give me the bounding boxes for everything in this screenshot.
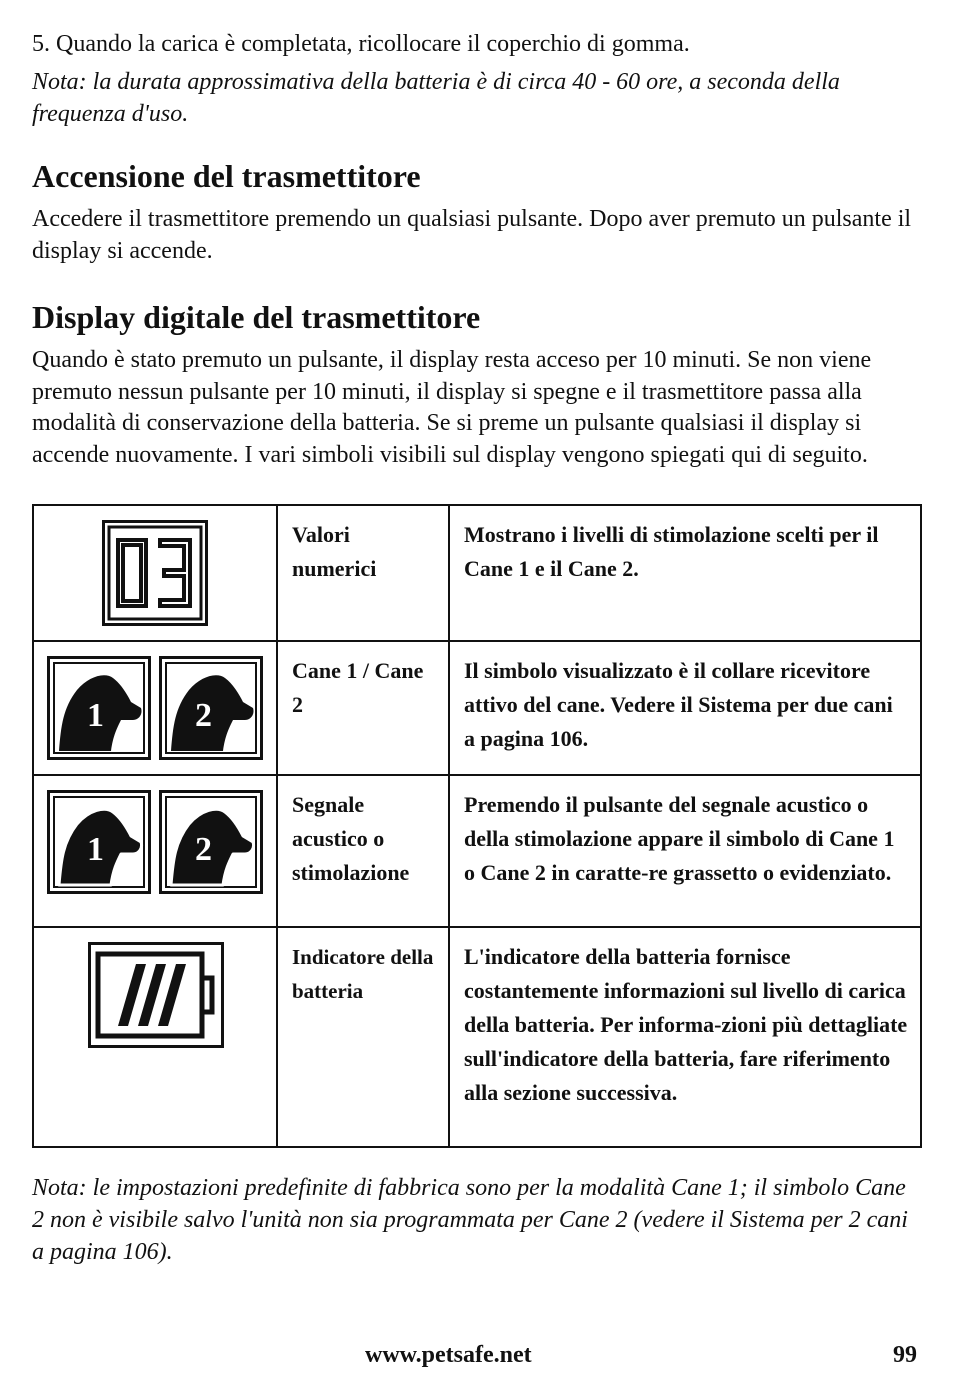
footer-url: www.petsafe.net — [365, 1342, 532, 1368]
table-cell-name — [277, 505, 449, 641]
table-cell-desc — [449, 505, 921, 641]
heading-accensione: Accensione del trasmettitore — [32, 158, 421, 194]
dog-head-bold-icon — [159, 790, 263, 894]
digital-number-icon — [102, 520, 208, 626]
table-cell-name — [277, 641, 449, 775]
page-content — [32, 28, 920, 471]
note-text: le impostazioni predefinite di fabbrica sono per la modalità Cane 1; il simbolo Cane 2 non è visibile salvo l'unità non sia programmata per Cane 2 (vedere il Sistema per 2 cani a pagina 106). — [32, 1175, 908, 1265]
dog-head-icon — [159, 656, 263, 760]
dog-2-number: 2 — [195, 697, 212, 734]
row-name: Cane 1 / Cane 2 — [292, 658, 424, 717]
table-cell-desc — [449, 641, 921, 775]
dog-head-bold-icon — [47, 790, 151, 894]
row-name: Segnale acustico o stimolazione — [292, 792, 410, 885]
table-cell-desc — [449, 927, 921, 1147]
symbols-table — [32, 504, 922, 1148]
row-name: Valori numerici — [292, 522, 377, 581]
table-row — [33, 641, 921, 775]
accensione-body: Accedere il trasmettitore premendo un qualsiasi pulsante. Dopo aver premuto un pulsante il display si accende. — [32, 206, 912, 264]
table-row — [33, 775, 921, 927]
row-desc: Il simbolo visualizzato è il collare ricevitore attivo del cane. Vedere il Sistema per due cani a pagina 106. — [464, 658, 893, 751]
note-label: Nota: — [32, 69, 87, 95]
row-name: Indicatore della batteria — [292, 945, 434, 1003]
table-row — [33, 505, 921, 641]
step-5-text: 5. Quando la carica è completata, ricollocare il coperchio di gomma. — [32, 31, 690, 57]
row-desc: Mostrano i livelli di stimolazione scelti per il Cane 1 e il Cane 2. — [464, 522, 879, 581]
note-label: Nota: — [32, 1175, 87, 1201]
heading-display: Display digitale del trasmettitore — [32, 299, 481, 335]
table-row — [33, 927, 921, 1147]
table-cell-name — [277, 927, 449, 1147]
dog-head-icon — [47, 656, 151, 760]
table-cell-name — [277, 775, 449, 927]
page-number: 99 — [893, 1342, 917, 1368]
factory-settings-note — [32, 1172, 920, 1268]
note-text: la durata approssimativa della batteria è di circa 40 - 60 ore, a seconda della frequenza d'uso. — [32, 69, 840, 127]
dog-2-number: 2 — [195, 831, 212, 868]
battery-note — [32, 66, 920, 130]
table-cell-desc — [449, 775, 921, 927]
table-cell-icon — [33, 775, 277, 927]
dog-1-number: 1 — [87, 697, 104, 734]
table-cell-icon — [33, 927, 277, 1147]
table-cell-icon — [33, 505, 277, 641]
dog-1-number: 1 — [87, 831, 104, 868]
table-cell-icon — [33, 641, 277, 775]
row-desc: L'indicatore della batteria fornisce costantemente informazioni sul livello di carica della batteria. Per informa-zioni più dettagliate sull'indicatore della batteria, fare riferimento alla sezione successiva. — [464, 944, 908, 1105]
display-body: Quando è stato premuto un pulsante, il display resta acceso per 10 minuti. Se non viene premuto nessun pulsante per 10 minuti, il display si spegne e il trasmettitore passa alla modalità di conservazione della batteria. Se si preme un pulsante qualsiasi il display si accende nuovamente. I vari simboli visibili sul display vengono spiegati qui di seguito. — [32, 347, 872, 468]
row-desc: Premendo il pulsante del segnale acustico o della stimolazione appare il simbolo di Cane 1 o Cane 2 in caratte-re grassetto o evidenziato. — [464, 792, 895, 885]
battery-icon — [88, 942, 224, 1048]
